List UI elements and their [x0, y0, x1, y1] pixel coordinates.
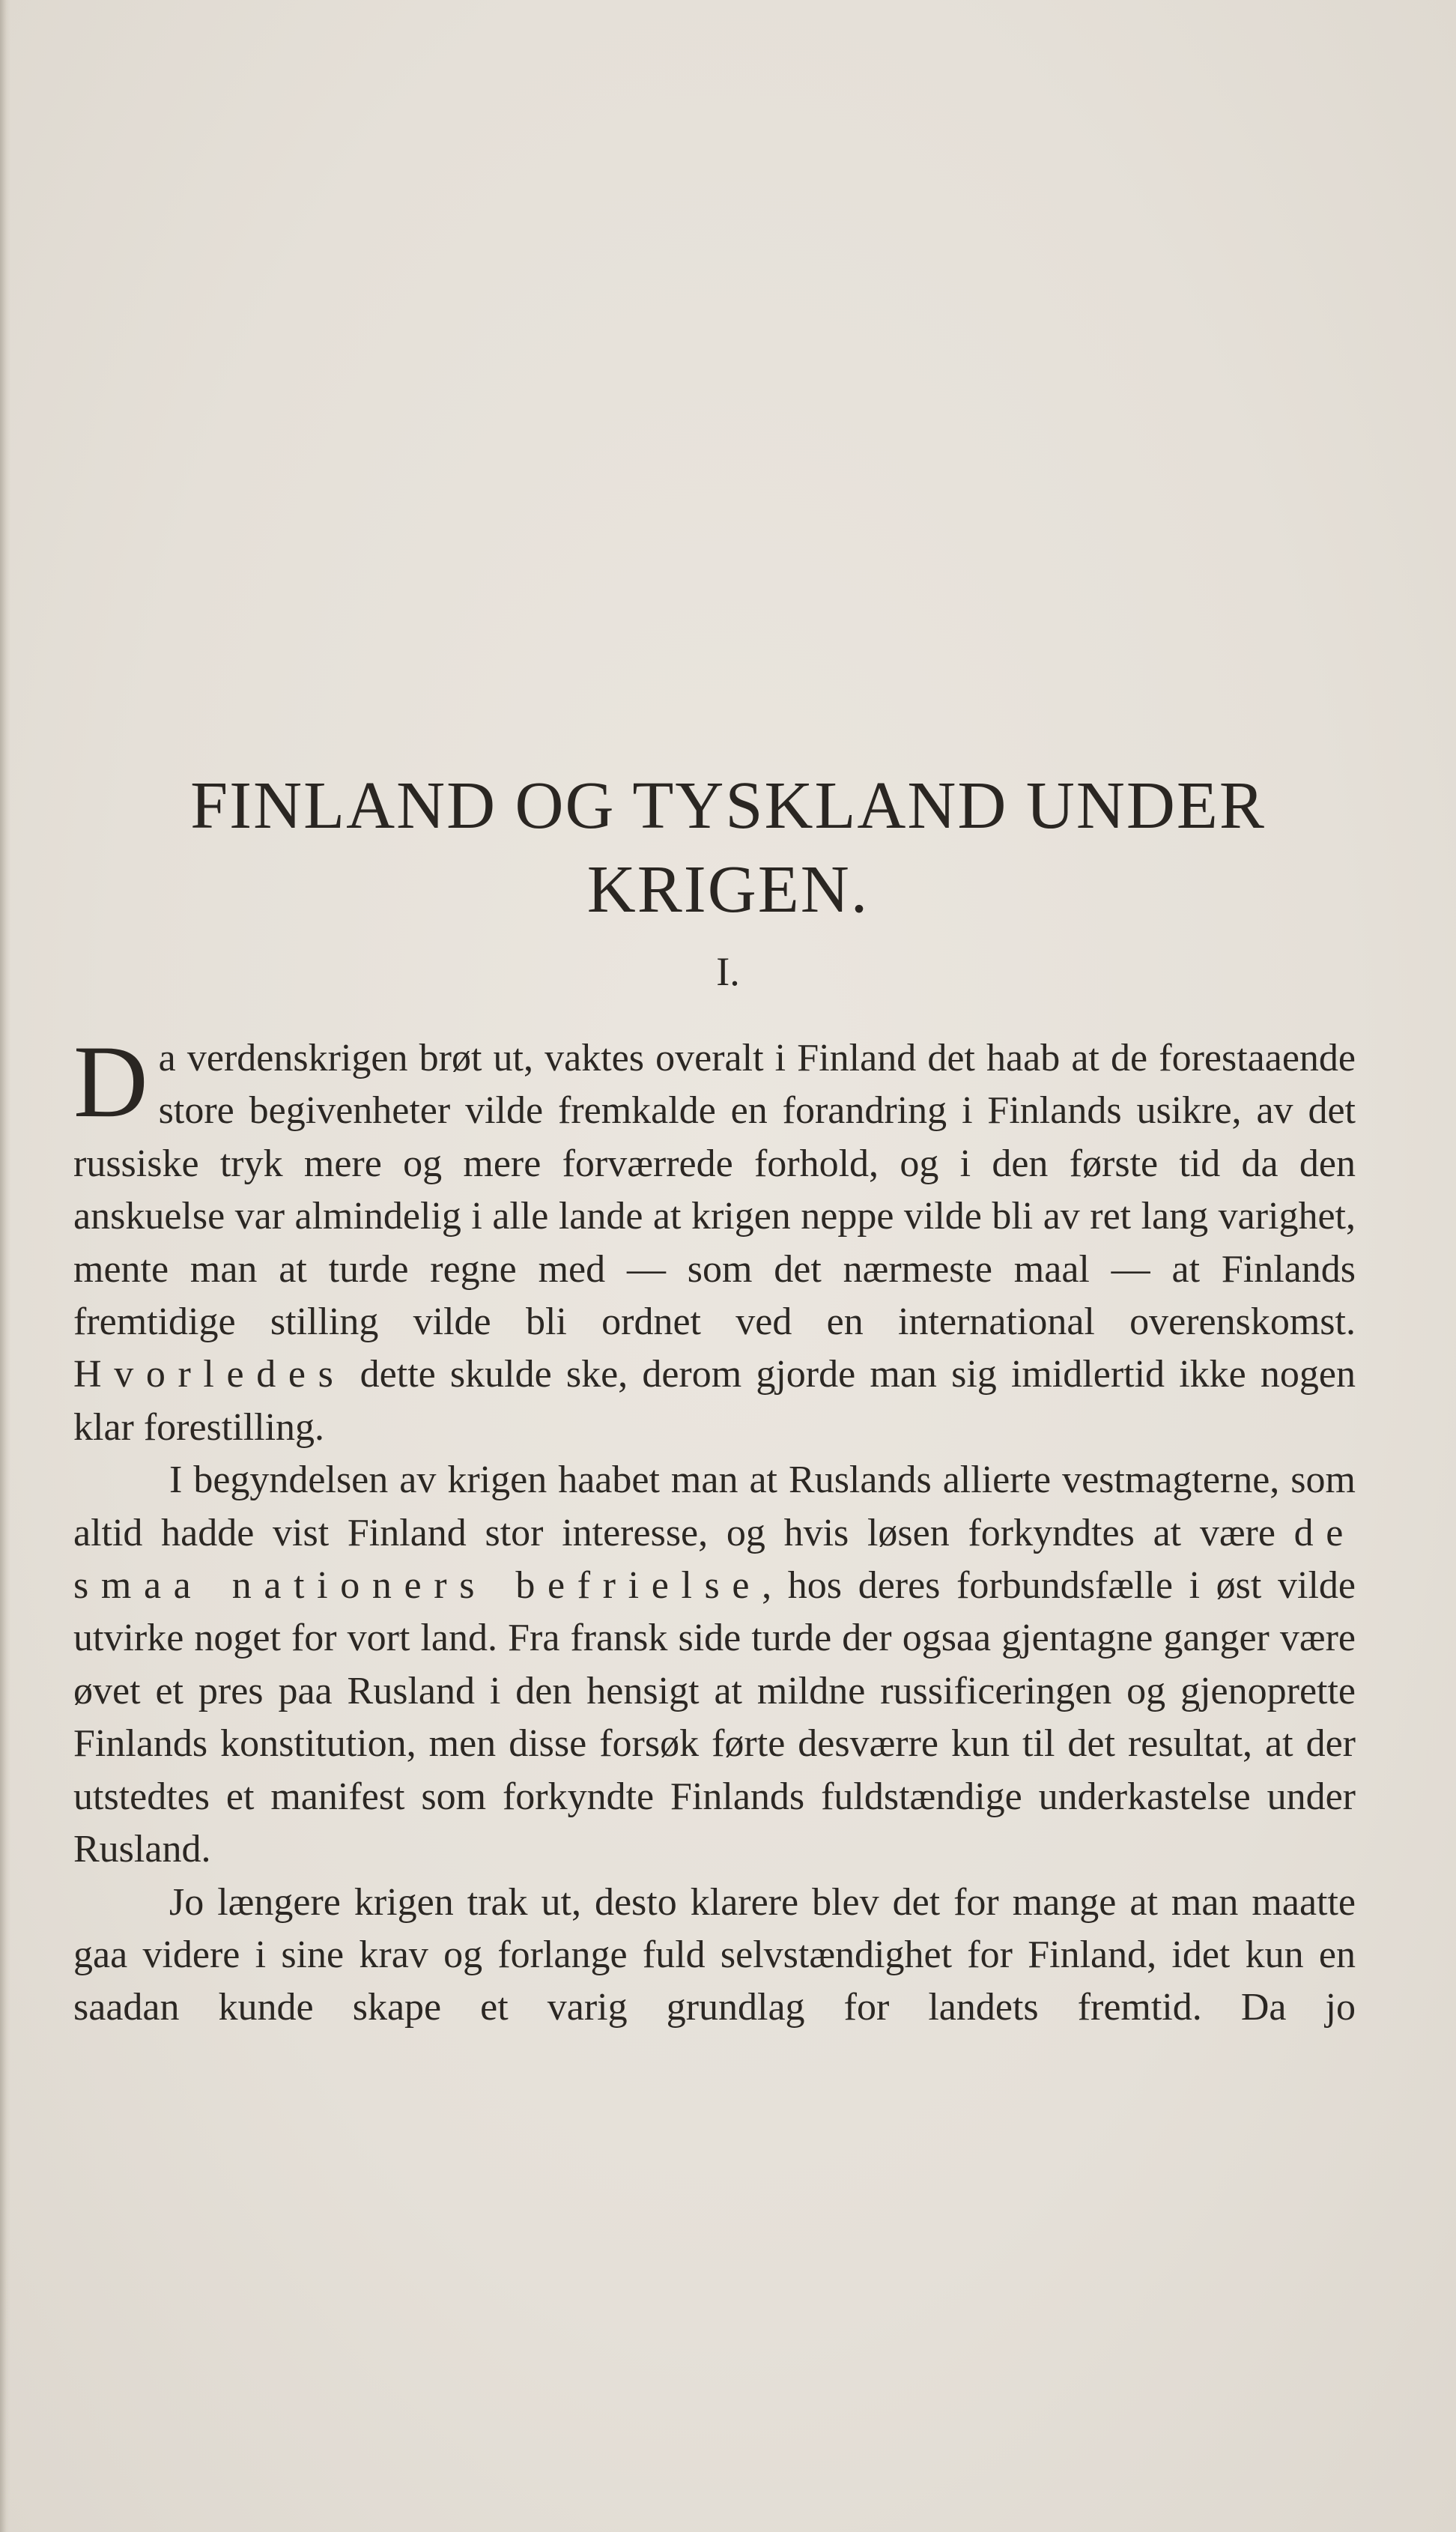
body-text — [73, 1024, 1356, 2035]
chapter-title: FINLAND OG TYSKLAND UNDER KRIGEN. — [190, 769, 1266, 927]
paragraph-3 — [73, 1877, 1356, 2035]
paragraph-2-text: I begyndelsen av krigen haabet man at Ruslands allierte vestmagterne, som altid hadde vist Finland stor interesse, og hvis løsen forkyndtes at være — [73, 1459, 1356, 1554]
paragraph-1-text-end: dette skulde ske, derom gjorde man sig imidlertid ikke nogen klar forestilling. — [73, 1353, 1356, 1449]
section-number: I. — [716, 949, 740, 994]
paragraph-2-text-end: , hos deres forbundsfælle i øst vilde utvirke noget for vort land. Fra fransk side turde der ogsaa gjentagne ganger være øvet et pres paa Rusland i den hensigt at mildne russificeringen og gjenoprette Finlands konstitution, men disse forsøk førte desværre kun til det resultat, at der utstedtes et manifest som forkyndte Finlands fuldstændige underkastelse under Rusland. — [73, 1564, 1356, 1871]
paragraph-3-text: Jo længere krigen trak ut, desto klarere blev det for mange at man maatte gaa videre i sine krav og forlange fuld selvstændighet for Finland, idet kun en saadan kunde skape et varig grundlag for landets fremtid. Da jo — [73, 1880, 1356, 2029]
page-binding-edge — [0, 0, 10, 2532]
paragraph-1-spaced-word: Hvorledes — [73, 1353, 346, 1396]
paragraph-2 — [73, 1454, 1356, 1876]
paragraph-2-spaced-phrase: de smaa nationers befrielse — [73, 1511, 1356, 1608]
drop-cap: D — [73, 1024, 148, 1139]
paragraph-1 — [73, 1024, 1356, 1454]
paragraph-1-text: a verdenskrigen brøt ut, vaktes overalt i Finland det haab at de forestaaende store begivenheter vilde fremkalde en forandring i Finlands usikre, av det russiske tryk mere og mere forværrede forhold, og i den første tid da den anskuelse var almindelig i alle lande at krigen neppe vilde bli av ret lang varighet, mente man at turde regne med — som det nærmeste maal — at Finlands fremtidige stilling vilde bli ordnet ved en international overenskomst. — [73, 1037, 1356, 1344]
